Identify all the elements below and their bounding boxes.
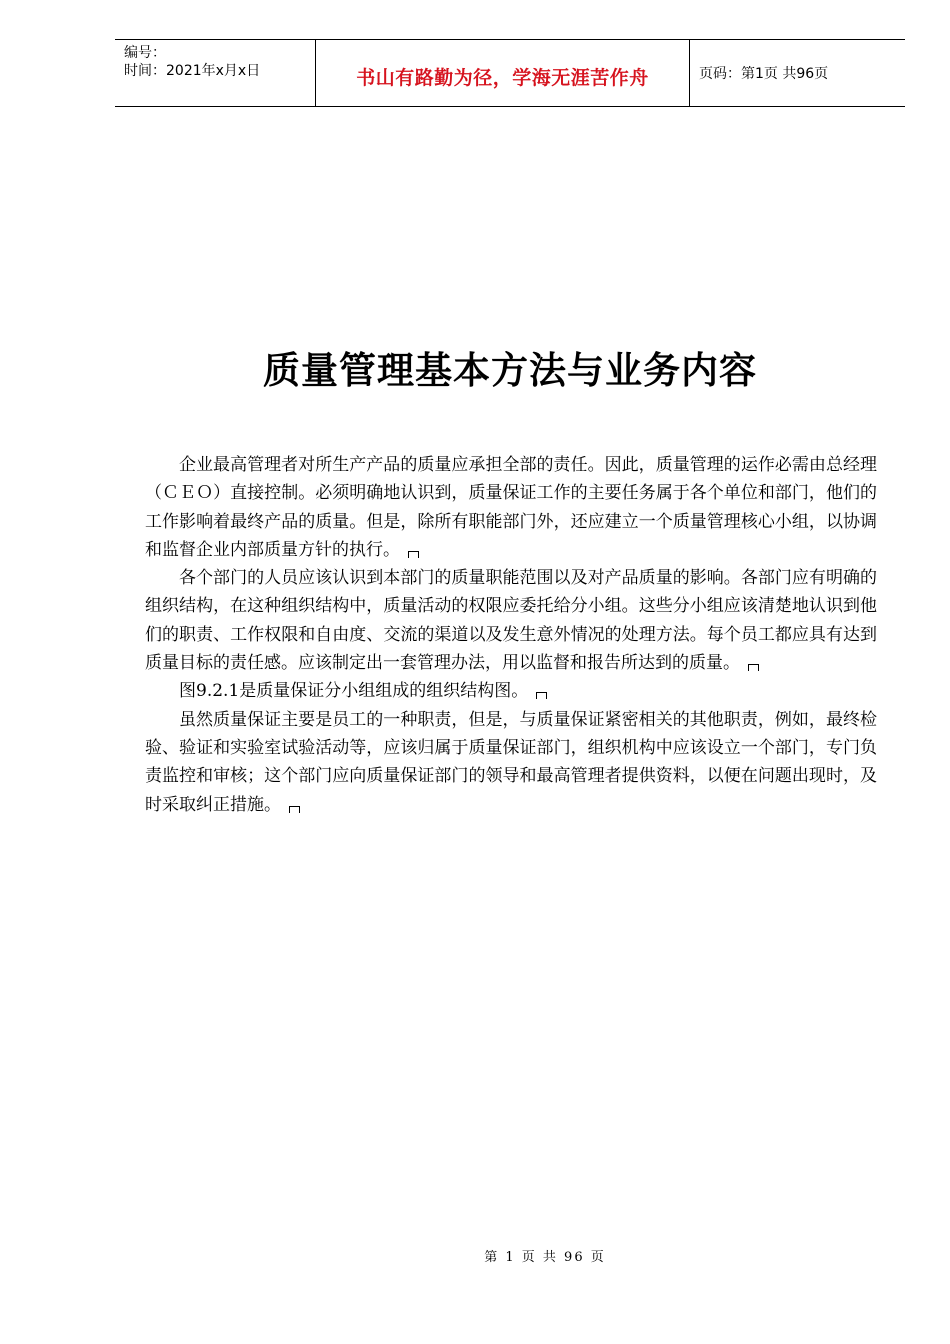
- page-footer: 第 1 页 共 96 页: [484, 1250, 606, 1265]
- header-motto-cell: [316, 40, 690, 106]
- document-title: 质量管理基本方法与业务内容: [263, 349, 757, 392]
- body-paragraph: 图9.2.1是质量保证分小组组成的组织结构图。: [145, 677, 877, 705]
- body-paragraph: 企业最高管理者对所生产产品的质量应承担全部的责任。因此，质量管理的运作必需由总经理（ＣＥＯ）直接控制。必须明确地认识到，质量保证工作的主要任务属于各个单位和部门，他们的工作影响着最终产品的质量。但是，除所有职能部门外，还应建立一个质量管理核心小组，以协调和监督企业内部质量方针的执行。: [145, 455, 877, 560]
- header-page-cell: [690, 40, 905, 106]
- document-time-label: 时间：2021年x月x日: [124, 63, 261, 79]
- header-motto: 书山有路勤为径，学海无涯苦作舟: [356, 67, 649, 89]
- header-info-cell: [115, 40, 316, 106]
- document-code-label: 编号：: [124, 45, 166, 61]
- paragraph-mark-icon: [289, 806, 300, 813]
- body-paragraph: 虽然质量保证主要是员工的一种职责，但是，与质量保证紧密相关的其他职责，例如，最终检验、验证和实验室试验活动等，应该归属于质量保证部门，组织机构中应该设立一个部门，专门负责监控和审核；这个部门应向质量保证部门的领导和最高管理者提供资料，以便在问题出现时，及时采取纠正措施。: [145, 709, 877, 815]
- document-body: [145, 451, 877, 819]
- body-paragraph: 各个部门的人员应该认识到本部门的质量职能范围以及对产品质量的影响。各部门应有明确的组织结构，在这种组织结构中，质量活动的权限应委托给分小组。这些分小组应该清楚地认识到他们的职责、工作权限和自由度、交流的渠道以及发生意外情况的处理方法。每个员工都应具有达到质量目标的责任感。应该制定出一套管理办法，用以监督和报告所达到的质量。: [145, 568, 877, 674]
- page-header: [115, 39, 905, 107]
- paragraph-mark-icon: [408, 551, 419, 558]
- paragraph-mark-icon: [748, 664, 759, 671]
- header-page-code: 页码：第1页 共96页: [699, 66, 829, 82]
- paragraph-mark-icon: [536, 692, 547, 699]
